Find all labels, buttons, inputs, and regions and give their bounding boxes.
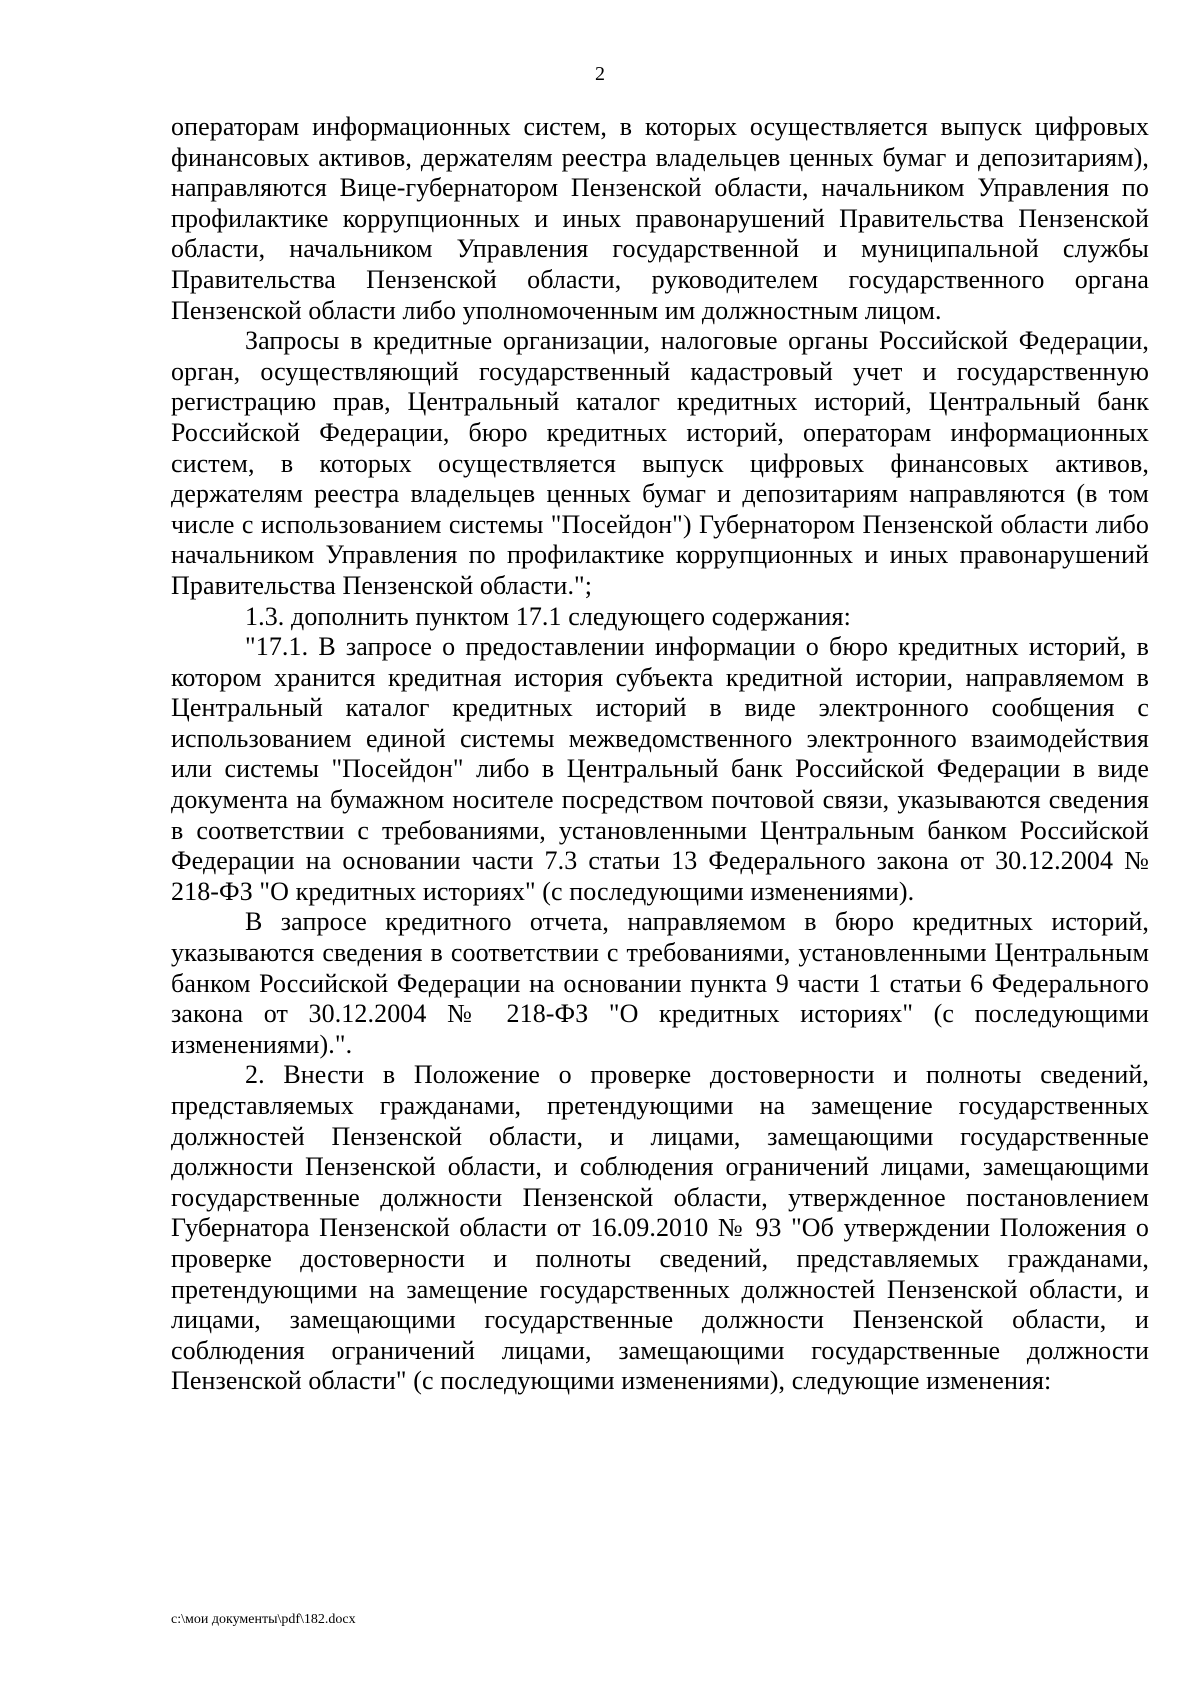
paragraph-1: операторам информационных систем, в которых осуществляется выпуск цифровых финансовых активов, держателям реестра владельцев ценных бумаг и депозитариям), направляются Вице-губернатором Пензенской области, начальником Управления по профилактике коррупционных и иных правонарушений Правительства Пензенской области, начальником Управления государственной и муниципальной службы Правительства Пензенской области, руководителем государственного органа Пензенской области либо уполномоченным им должностным лицом.	[171, 112, 1149, 325]
paragraph-6: 2. Внести в Положение о проверке достоверности и полноты сведений, представляемых гражданами, претендующими на замещение государственных должностей Пензенской области, и лицами, замещающими государственные должности Пензенской области, и соблюдения ограничений лицами, замещающими государственные должности Пензенской области, утвержденное постановлением Губернатора Пензенской области от 16.09.2010 № 93 "Об утверждении Положения о проверке достоверности и полноты сведений, представляемых гражданами, претендующими на замещение государственных должностей Пензенской области, и лицами, замещающими государственные должности Пензенской области, и соблюдения ограничений лицами, замещающими государственные должности Пензенской области" (с последующими изменениями), следующие изменения:	[171, 1060, 1149, 1396]
paragraph-4: "17.1. В запросе о предоставлении информации о бюро кредитных историй, в котором хранится кредитная история субъекта кредитной истории, направляемом в Центральный каталог кредитных историй в виде электронного сообщения с использованием единой системы межведомственного электронного взаимодействия или системы "Посейдон" либо в Центральный банк Российской Федерации в виде документа на бумажном носителе посредством почтовой связи, указываются сведения в соответствии с требованиями, установленными Центральным банком Российской Федерации на основании части 7.3 статьи 13 Федерального закона от 30.12.2004 № 218-ФЗ "О кредитных историях" (с последующими изменениями).	[171, 632, 1149, 906]
paragraph-5: В запросе кредитного отчета, направляемом в бюро кредитных историй, указываются сведения в соответствии с требованиями, установленными Центральным банком Российской Федерации на основании пункта 9 части 1 статьи 6 Федерального закона от 30.12.2004 № 218-ФЗ "О кредитных историях" (с последующими изменениями).".	[171, 907, 1149, 1059]
footer-file-path: c:\мои документы\pdf\182.docx	[171, 1612, 356, 1627]
paragraph-3: 1.3. дополнить пунктом 17.1 следующего содержания:	[245, 601, 851, 631]
paragraph-2: Запросы в кредитные организации, налоговые органы Российской Федерации, орган, осуществляющий государственный кадастровый учет и государственную регистрацию прав, Центральный каталог кредитных историй, Центральный банк Российской Федерации, бюро кредитных историй, операторам информационных систем, в которых осуществляется выпуск цифровых финансовых активов, держателям реестра владельцев ценных бумаг и депозитариям направляются (в том числе с использованием системы "Посейдон") Губернатором Пензенской области либо начальником Управления по профилактике коррупционных и иных правонарушений Правительства Пензенской области.";	[171, 326, 1149, 600]
document-body	[171, 112, 1149, 1397]
page-number: 2	[595, 63, 605, 85]
